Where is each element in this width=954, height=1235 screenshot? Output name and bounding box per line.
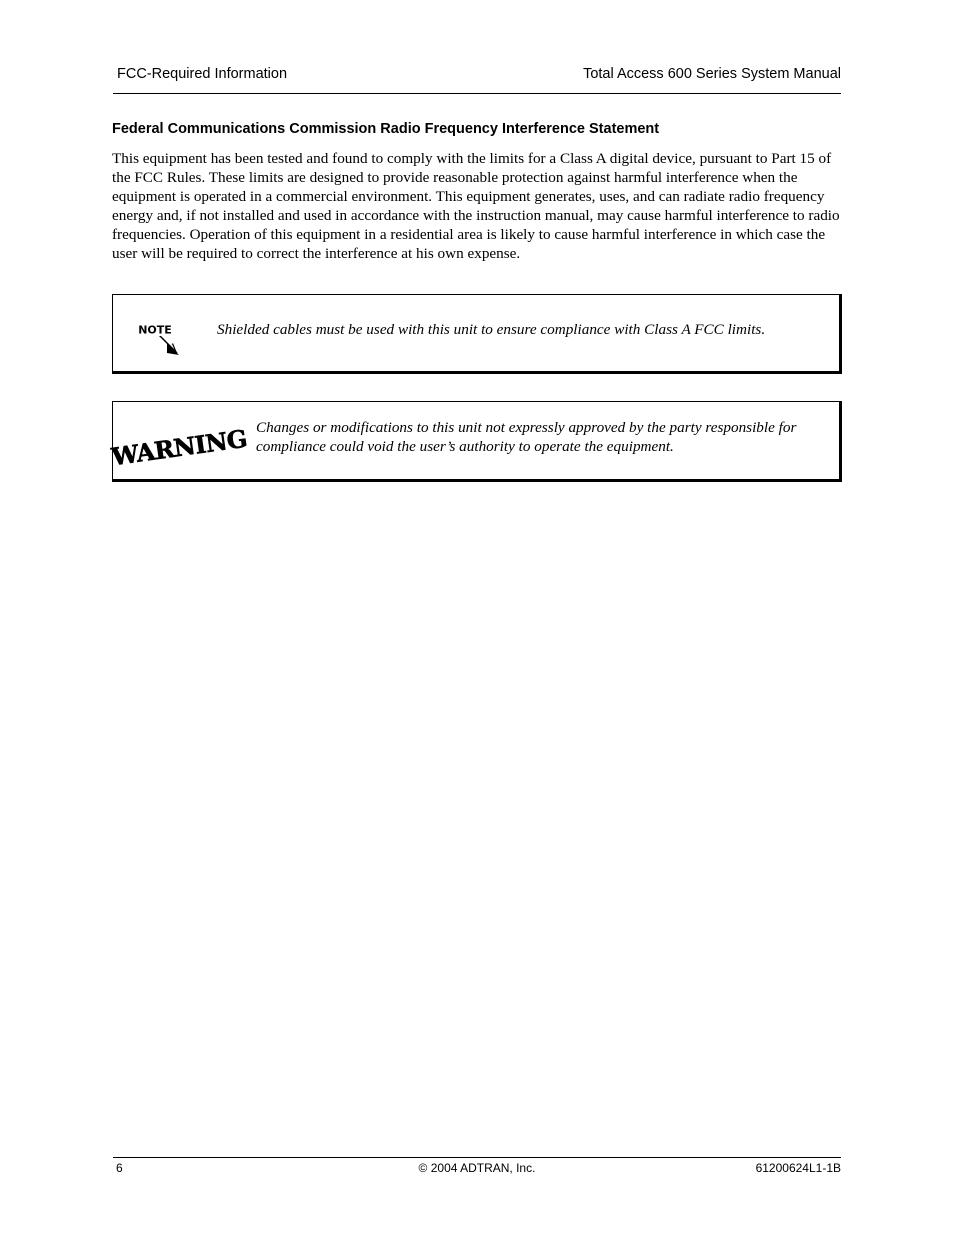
note-icon <box>137 313 181 357</box>
fcc-statement-paragraph: This equipment has been tested and found to comply with the limits for a Class A digital device, pursuant to Part 15 of the FCC Rules. These limits are designed to provide reasonable protection against harmful interference when the equipment is operated in a commercial environment. This equipment generates, uses, and can radiate radio frequency energy and, if not installed and used in accordance with the instruction manual, may cause harmful interference to radio frequencies. Operation of this equipment in a residential area is likely to cause harmful interference in which case the user will be required to correct the interference at his own expense. <box>112 150 840 262</box>
copyright: © 2004 ADTRAN, Inc. <box>418 1161 536 1175</box>
header-manual-title: Total Access 600 Series System Manual <box>583 66 841 82</box>
header-section-title: FCC-Required Information <box>117 66 288 82</box>
warning-callout <box>109 401 842 482</box>
page-footer <box>113 1157 841 1180</box>
warning-text: Changes or modifications to this unit not expressly approved by the party responsible for compliance could void the user’s authority to operate the equipment. <box>256 419 797 455</box>
svg-text:WARNING: WARNING <box>109 423 249 472</box>
page-number: 6 <box>116 1161 123 1175</box>
note-callout <box>112 294 842 374</box>
section-heading: Federal Communications Commission Radio Frequency Interference Statement <box>112 121 660 137</box>
page-header <box>113 64 841 94</box>
note-text: Shielded cables must be used with this unit to ensure compliance with Class A FCC limits. <box>217 321 766 338</box>
svg-text:NOTE: NOTE <box>138 323 172 337</box>
document-number: 61200624L1-1B <box>755 1161 841 1175</box>
warning-icon <box>109 420 249 472</box>
